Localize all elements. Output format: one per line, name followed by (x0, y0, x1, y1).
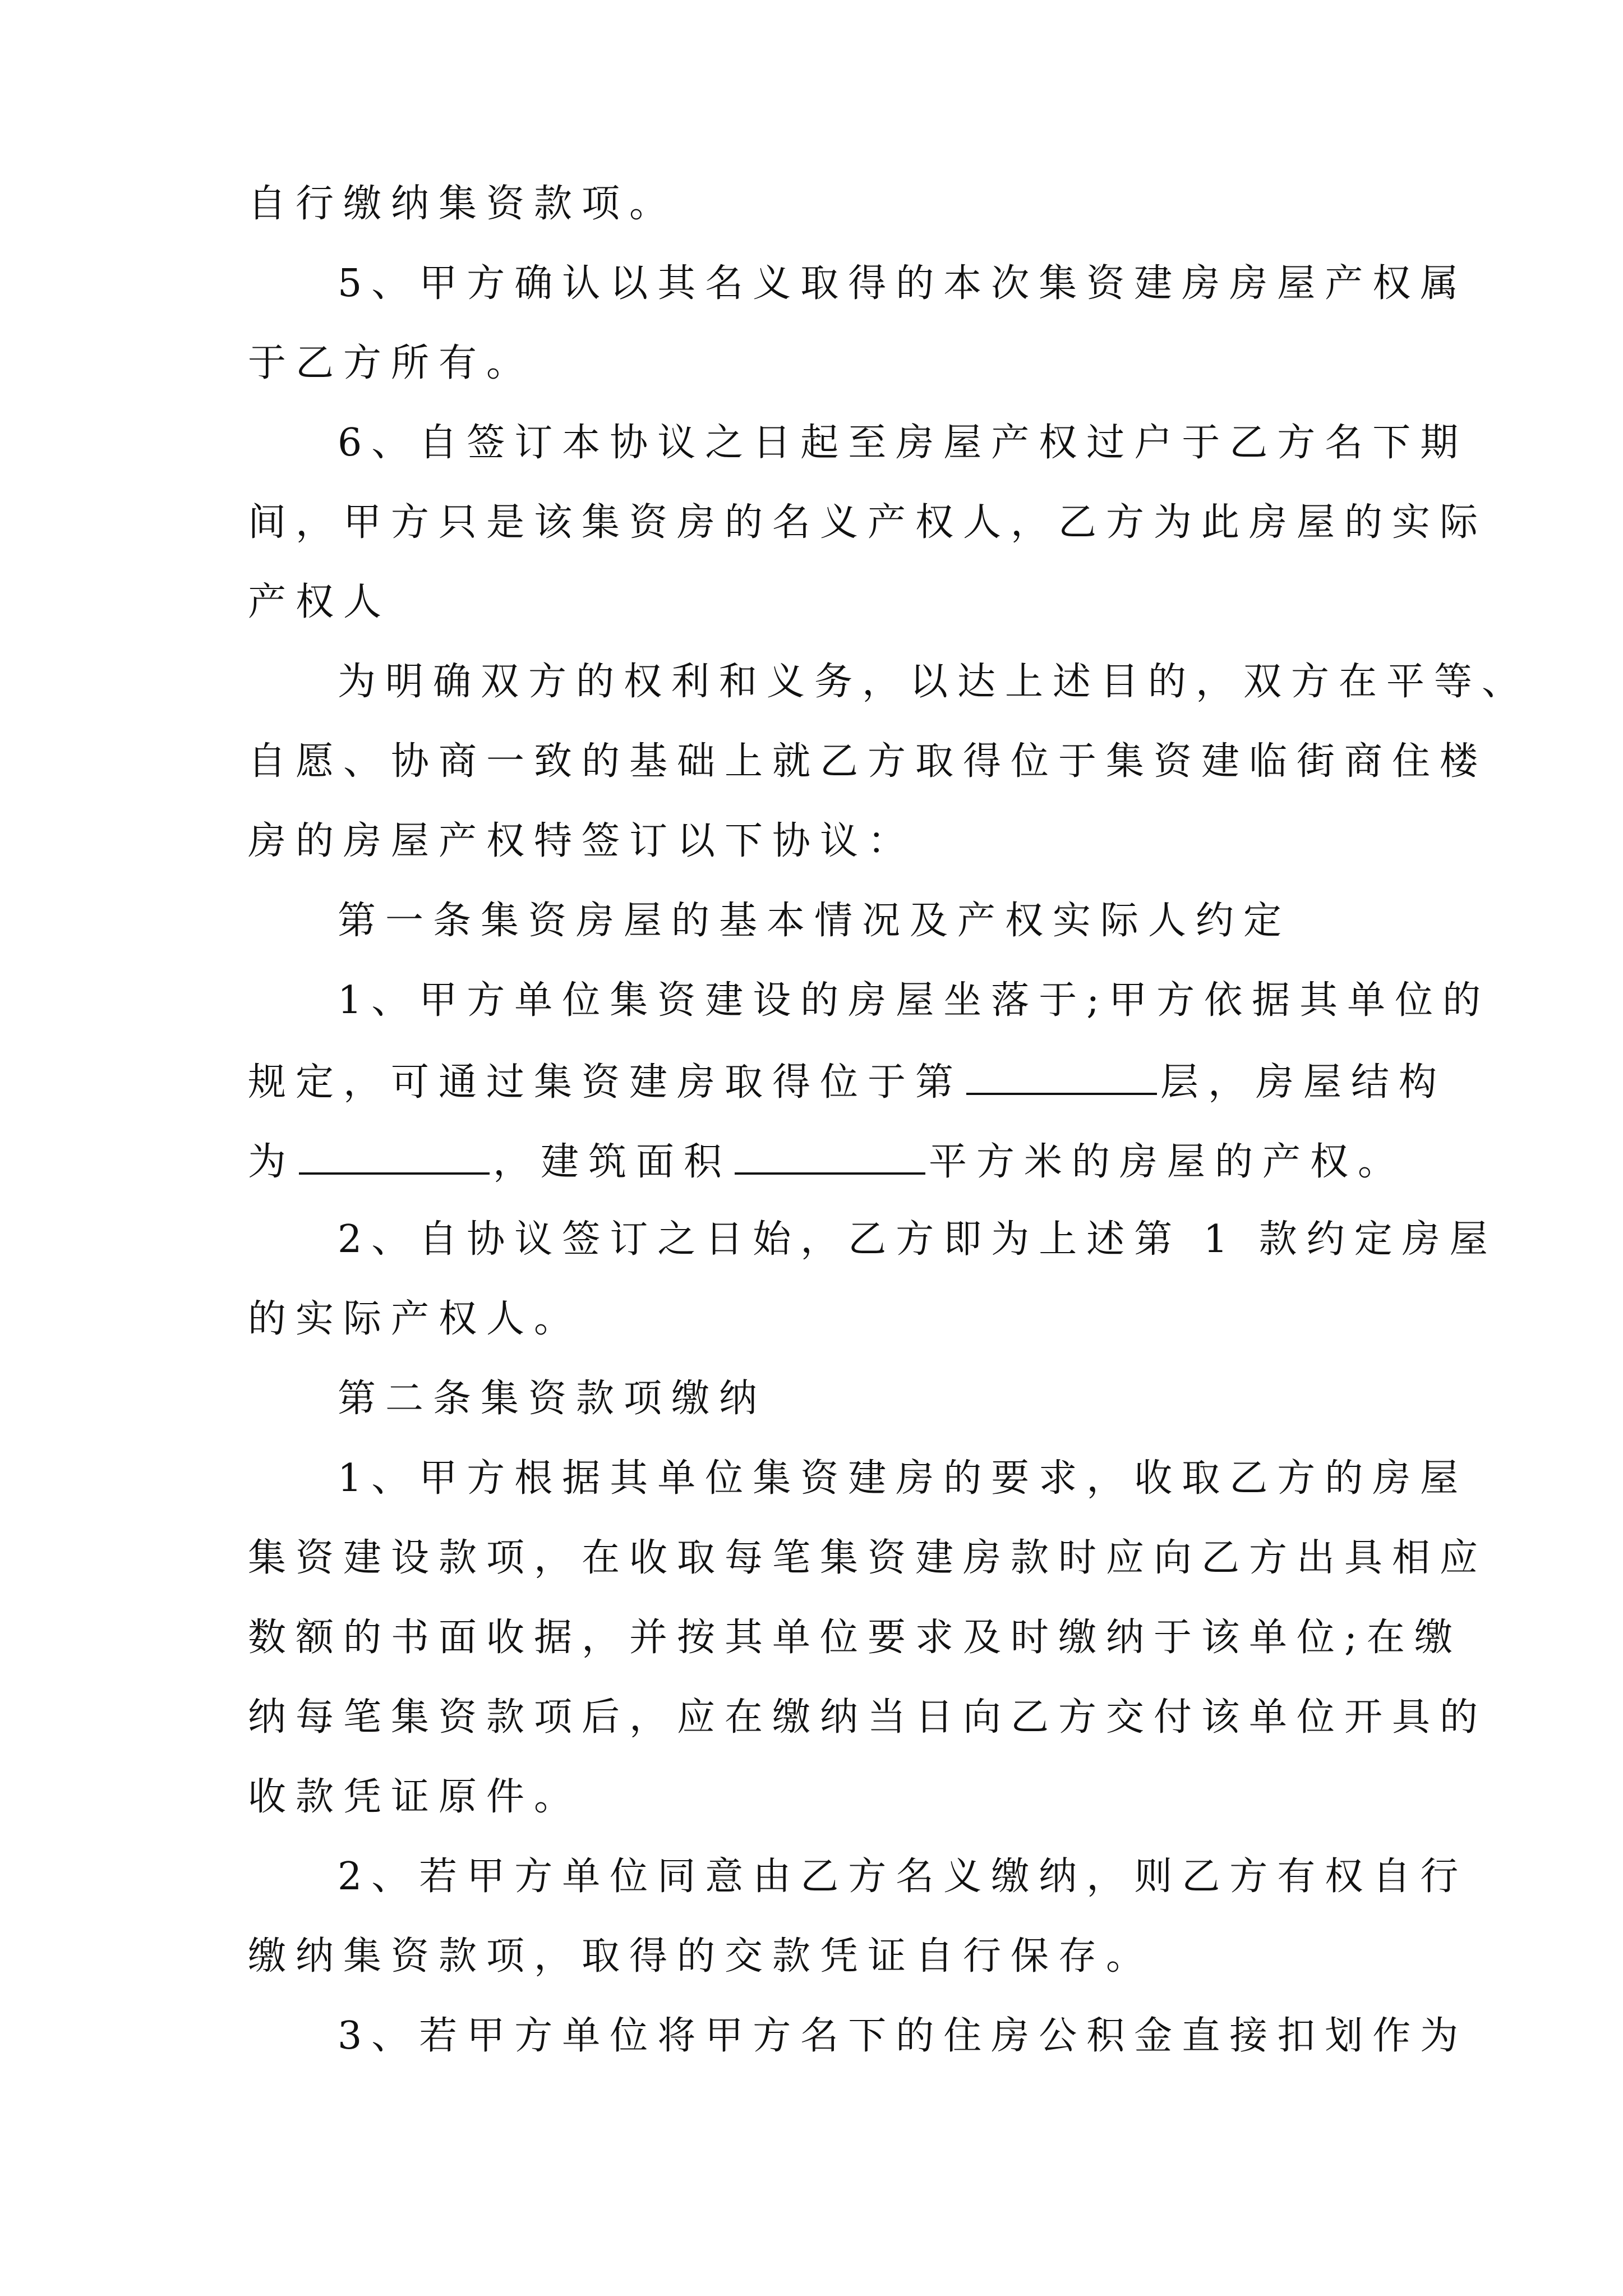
paragraph-line: 3、若甲方单位将甲方名下的住房公积金直接扣划作为 (338, 2014, 1468, 2058)
paragraph-line: 的实际产权人。 (248, 1297, 582, 1341)
section-heading: 第一条集资房屋的基本情况及产权实际人约定 (338, 899, 1292, 943)
paragraph-line: 2、自协议签订之日始，乙方即为上述第 1 款约定房屋 (338, 1217, 1497, 1262)
paragraph-line: 2、若甲方单位同意由乙方名义缴纳，则乙方有权自行 (338, 1855, 1468, 1899)
paragraph-text: 层，房屋结构 (1160, 1060, 1447, 1105)
paragraph-text: ，建筑面积 (493, 1140, 732, 1184)
paragraph-line: 缴纳集资款项，取得的交款凭证自行保存。 (248, 1934, 1154, 1978)
paragraph-line: 自行缴纳集资款项。 (248, 182, 677, 226)
paragraph-line-with-blank (248, 1060, 1447, 1105)
paragraph-line: 6、自签订本协议之日起至房屋产权过户于乙方名下期 (338, 421, 1468, 465)
fill-in-blank-structure (299, 1141, 490, 1175)
paragraph-line: 1、甲方根据其单位集资建房的要求，收取乙方的房屋 (338, 1456, 1468, 1501)
fill-in-blank-floor (966, 1061, 1157, 1095)
paragraph-line: 为明确双方的权利和义务，以达上述目的，双方在平等、 (338, 660, 1530, 704)
paragraph-line: 纳每笔集资款项后，应在缴纳当日向乙方交付该单位开具的 (248, 1695, 1488, 1740)
paragraph-line: 于乙方所有。 (248, 341, 534, 385)
paragraph-line-with-blanks (248, 1140, 1406, 1184)
paragraph-line: 自愿、协商一致的基础上就乙方取得位于集资建临街商住楼 (248, 739, 1488, 784)
paragraph-line: 收款凭证原件。 (248, 1775, 582, 1819)
paragraph-text: 为 (248, 1140, 296, 1184)
paragraph-line: 房的房屋产权特签订以下协议： (248, 819, 916, 863)
section-heading: 第二条集资款项缴纳 (338, 1377, 767, 1421)
paragraph-line: 产权人 (248, 580, 391, 624)
fill-in-blank-area (735, 1141, 925, 1175)
paragraph-line: 间，甲方只是该集资房的名义产权人，乙方为此房屋的实际 (248, 500, 1488, 545)
paragraph-text: 平方米的房屋的产权。 (929, 1140, 1406, 1184)
paragraph-line: 数额的书面收据，并按其单位要求及时缴纳于该单位;在缴 (248, 1616, 1462, 1660)
paragraph-line: 集资建设款项，在收取每笔集资建房款时应向乙方出具相应 (248, 1536, 1488, 1580)
paragraph-line: 5、甲方确认以其名义取得的本次集资建房房屋产权属 (338, 261, 1468, 306)
paragraph-line: 1、甲方单位集资建设的房屋坐落于;甲方依据其单位的 (338, 978, 1491, 1023)
paragraph-text: 规定，可通过集资建房取得位于第 (248, 1060, 963, 1105)
